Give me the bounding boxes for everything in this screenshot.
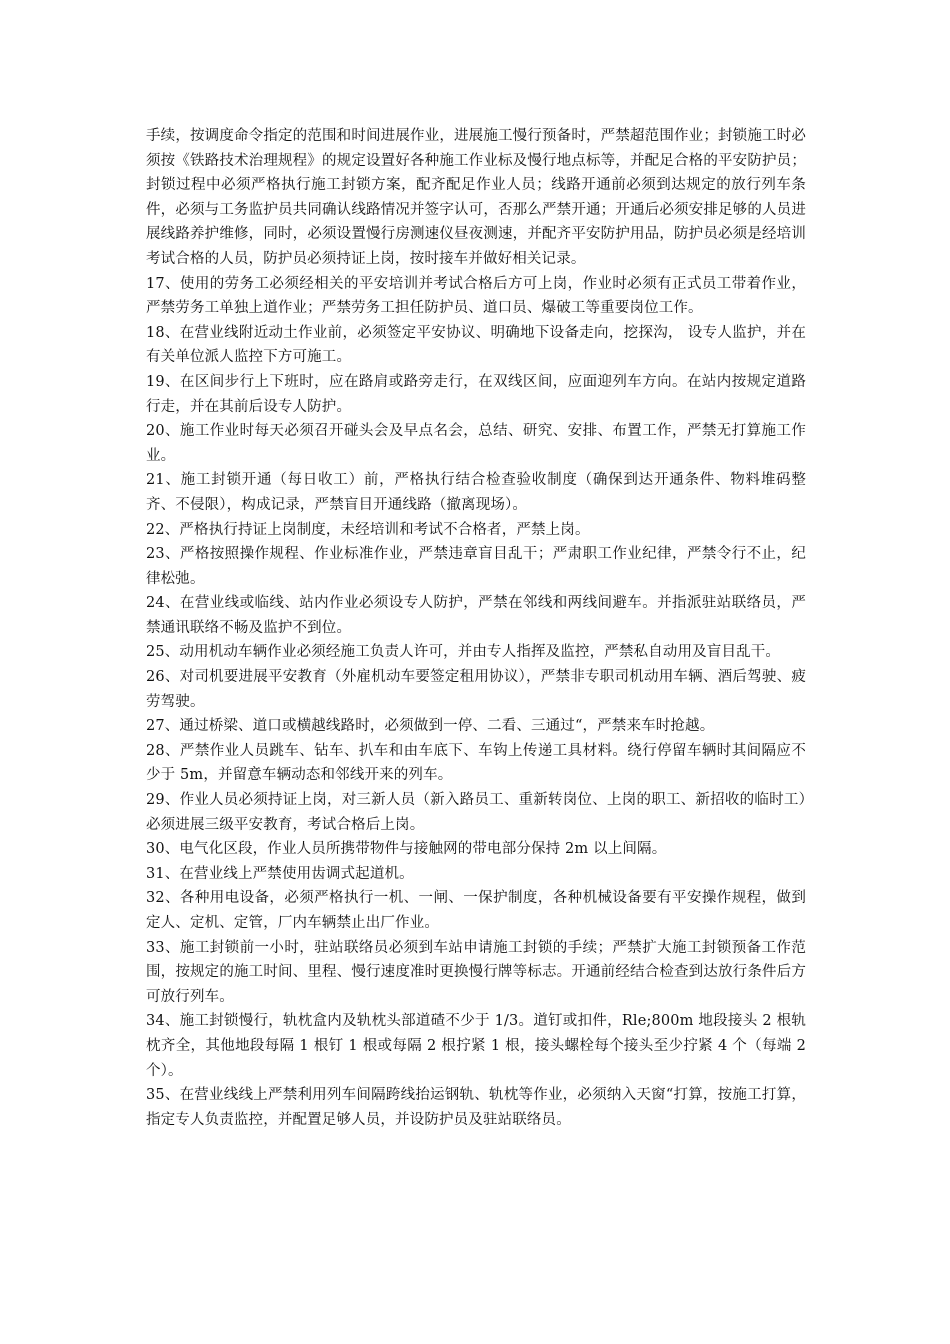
paragraph-continuation: 手续，按调度命令指定的范围和时间进展作业，进展施工慢行预备时，严禁超范围作业；封锁施工时必须按《铁路技术治理规程》的规定设置好各种施工作业标及慢行地点标等，并配足合格的平安防护员；封锁过程中必须严格执行施工封锁方案，配齐配足作业人员；线路开通前必须到达规定的放行列车条件，必须与工务监护员共同确认线路情况并签字认可，否那么严禁开通；开通后必须安排足够的人员进展线路养护维修，同时，必须设置慢行房测速仪昼夜测速，并配齐平安防护用品，防护员必须是经培训考试合格的人员，防护员必须持证上岗，按时接车并做好相关记录。	[146, 128, 806, 267]
paragraph-item-18: 18、在营业线附近动土作业前，必须签定平安协议、明确地下设备走向，挖探沟， 设专人监护，并在有关单位派人监控下方可施工。	[146, 324, 806, 366]
paragraph-item-17: 17、使用的劳务工必须经相关的平安培训并考试合格后方可上岗，作业时必须有正式员工带着作业，严禁劳务工单独上道作业；严禁劳务工担任防护员、道口员、爆破工等重要岗位工作。	[146, 275, 806, 317]
paragraph-item-29: 29、作业人员必须持证上岗，对三新人员（新入路员工、重新转岗位、上岗的职工、新招收的临时工）必须进展三级平安教育，考试合格后上岗。	[146, 792, 806, 833]
paragraph-item-32: 32、各种用电设备，必须严格执行一机、一闸、一保护制度，各种机械设备要有平安操作规程，做到定人、定机、定管，厂内车辆禁止出厂作业。	[146, 890, 806, 931]
paragraph-item-19: 19、在区间步行上下班时，应在路肩或路旁走行，在双线区间，应面迎列车方向。在站内按规定道路行走，并在其前后设专人防护。	[146, 373, 806, 415]
paragraph-item-31: 31、在营业线上严禁使用齿调式起道机。	[146, 865, 414, 882]
paragraph-item-35: 35、在营业线线上严禁利用列车间隔跨线抬运钢轨、轨枕等作业，必须纳入天窗“打算，按施工打算，指定专人负责监控，并配置足够人员，并设防护员及驻站联络员。	[146, 1087, 806, 1128]
paragraph-item-28: 28、严禁作业人员跳车、钻车、扒车和由车底下、车钩上传递工具材料。绕行停留车辆时其间隔应不少于 5m，并留意车辆动态和邻线开来的列车。	[146, 742, 806, 784]
paragraph-item-23: 23、严格按照操作规程、作业标准作业，严禁违章盲目乱干；严肃职工作业纪律，严禁令行不止，纪律松弛。	[146, 546, 806, 587]
paragraph-item-25: 25、动用机动车辆作业必须经施工负责人许可，并由专人指挥及监控，严禁私自动用及盲目乱干。	[146, 644, 781, 661]
paragraph-item-22: 22、严格执行持证上岗制度，未经培训和考试不合格者，严禁上岗。	[146, 521, 590, 538]
paragraph-item-24: 24、在营业线或临线、站内作业必须设专人防护，严禁在邻线和两线间避车。并指派驻站联络员，严禁通讯联络不畅及监护不到位。	[146, 595, 806, 636]
paragraph-item-33: 33、施工封锁前一小时，驻站联络员必须到车站申请施工封锁的手续；严禁扩大施工封锁预备工作范围，按规定的施工时间、里程、慢行速度准时更换慢行牌等标志。开通前经结合检查到达放行条件后方可放行列车。	[146, 939, 806, 1005]
document-body	[146, 124, 806, 1132]
paragraph-item-34: 34、施工封锁慢行，轨枕盒内及轨枕头部道碴不少于 1/3。道钉或扣件，Rle;800m 地段接头 2 根轨枕齐全，其他地段每隔 1 根钉 1 根或每隔 2 根拧紧 1 根，接头螺栓每个接头至少拧紧 4 个（每端 2 个）。	[146, 1013, 806, 1079]
paragraph-item-21: 21、施工封锁开通（每日收工）前，严格执行结合检查验收制度（确保到达开通条件、物料堆码整齐、不侵限），构成记录，严禁盲目开通线路（撤离现场）。	[146, 472, 806, 513]
paragraph-item-27: 27、通过桥梁、道口或横越线路时，必须做到一停、二看、三通过“，严禁来车时抢越。	[146, 718, 715, 735]
paragraph-item-30: 30、电气化区段，作业人员所携带物件与接触网的带电部分保持 2m 以上间隔。	[146, 841, 667, 858]
paragraph-item-20: 20、施工作业时每天必须召开碰头会及早点名会，总结、研究、安排、布置工作，严禁无打算施工作业。	[146, 423, 806, 464]
paragraph-item-26: 26、对司机要进展平安教育（外雇机动车要签定租用协议），严禁非专职司机动用车辆、酒后驾驶、疲劳驾驶。	[146, 669, 806, 710]
